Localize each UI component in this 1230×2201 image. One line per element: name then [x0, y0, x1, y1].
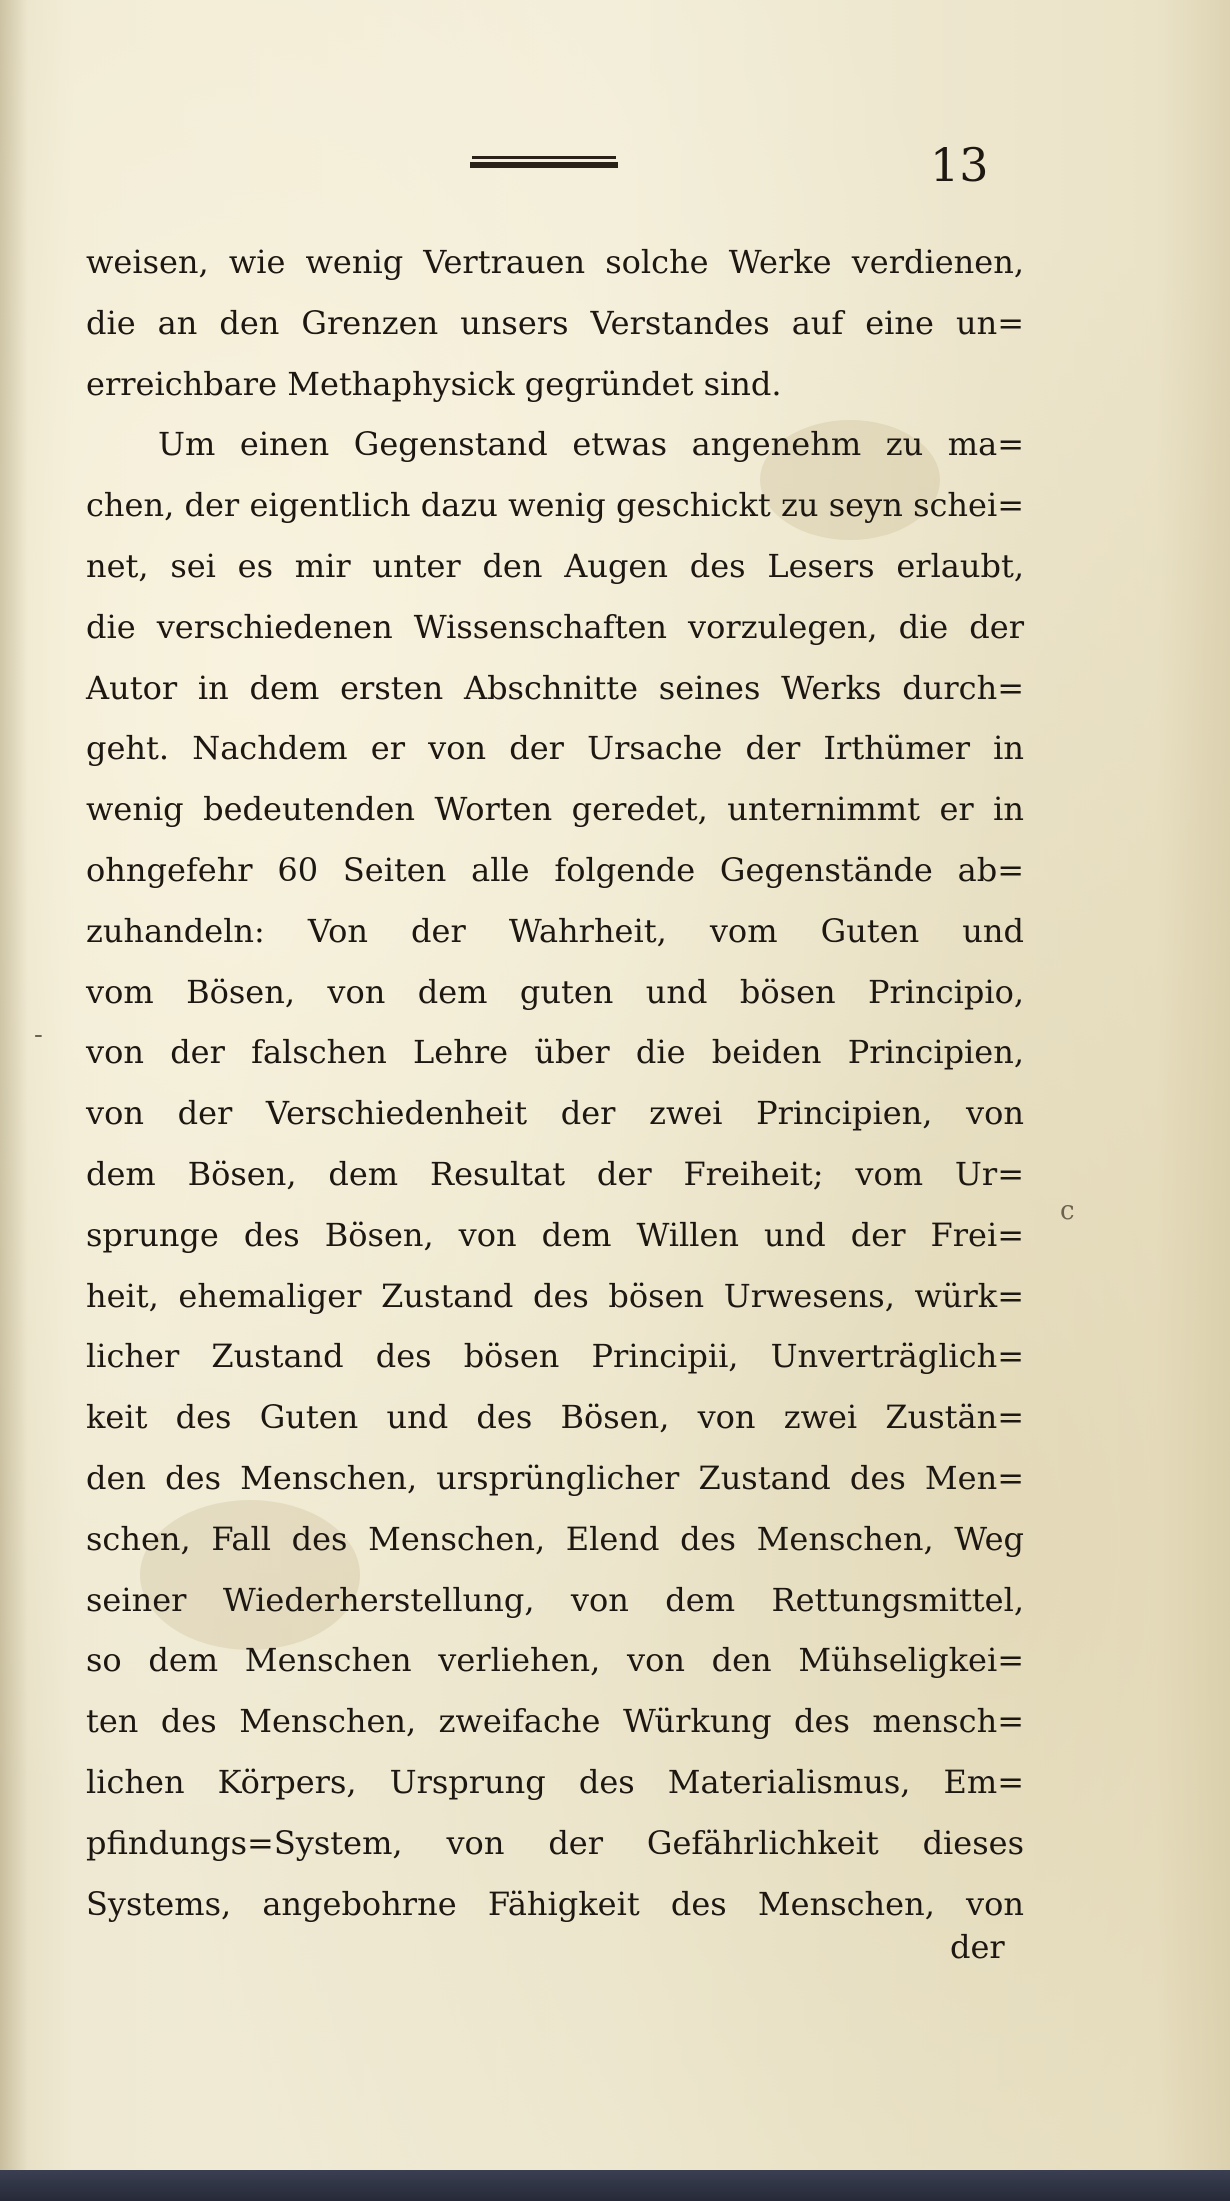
text-line: dem Bösen, dem Resultat der Freiheit; vom Ur= — [86, 1154, 1024, 1193]
text-line: so dem Menschen verliehen, von den Mühseligkei= — [86, 1641, 1024, 1680]
text-line: geht. Nachdem er von der Ursache der Irthümer in — [86, 729, 1024, 768]
text-line: von der falschen Lehre über die beiden Principien, — [86, 1033, 1024, 1072]
text-line: zuhandeln: Von der Wahrheit, vom Guten und — [86, 911, 1024, 950]
text-line: von der Verschiedenheit der zwei Principien, von — [86, 1094, 1024, 1133]
page-number: 13 — [930, 138, 989, 192]
text-line: licher Zustand des bösen Principii, Unverträglich= — [86, 1337, 1024, 1376]
text-line: Systems, angebohrne Fähigkeit des Menschen, von — [86, 1884, 1024, 1923]
text-line: Um einen Gegenstand etwas angenehm zu ma= — [158, 425, 1024, 464]
text-line: weisen, wie wenig Vertrauen solche Werke verdienen, — [86, 243, 1024, 281]
text-line: Autor in dem ersten Abschnitte seines Werks durch= — [86, 668, 1024, 707]
text-line: lichen Körpers, Ursprung des Materialismus, Em= — [86, 1762, 1024, 1801]
text-line: schen, Fall des Menschen, Elend des Menschen, Weg — [86, 1519, 1024, 1558]
text-line: sprunge des Bösen, von dem Willen und der Frei= — [86, 1215, 1024, 1254]
spine-shadow — [0, 0, 28, 2201]
catchword: der — [950, 1928, 1005, 1966]
text-line: pfindungs=System, von der Gefährlichkeit dieses — [86, 1823, 1024, 1862]
text-line: ohngefehr 60 Seiten alle folgende Gegenstände ab= — [86, 850, 1024, 889]
header-rule-thin — [472, 156, 616, 159]
text-line: die an den Grenzen unsers Verstandes auf eine un= — [86, 303, 1024, 342]
text-line: net, sei es mir unter den Augen des Lesers erlaubt, — [86, 546, 1024, 585]
text-line: wenig bedeutenden Worten geredet, unternimmt er in — [86, 790, 1024, 829]
text-line: die verschiedenen Wissenschaften vorzulegen, die der — [86, 607, 1024, 646]
text-line: den des Menschen, ursprünglicher Zustand des Men= — [86, 1458, 1024, 1497]
margin-mark: c — [1060, 1196, 1075, 1226]
text-line: erreichbare Methaphysick gegründet sind. — [86, 364, 782, 403]
body-text — [86, 232, 1024, 1934]
text-line: chen, der eigentlich dazu wenig geschickt zu seyn schei= — [86, 486, 1024, 525]
text-line: seiner Wiederherstellung, von dem Rettungsmittel, — [86, 1580, 1024, 1619]
text-line: vom Bösen, von dem guten und bösen Principio, — [86, 972, 1024, 1011]
text-line: ten des Menschen, zweifache Würkung des mensch= — [86, 1702, 1024, 1741]
header-rule — [470, 156, 618, 168]
scan-background-edge — [0, 2170, 1230, 2201]
text-line: heit, ehemaliger Zustand des bösen Urwesens, würk= — [86, 1276, 1024, 1315]
text-line: keit des Guten und des Bösen, von zwei Zustän= — [86, 1398, 1024, 1437]
margin-mark: - — [34, 1020, 43, 1050]
header-rule-thick — [470, 162, 618, 168]
